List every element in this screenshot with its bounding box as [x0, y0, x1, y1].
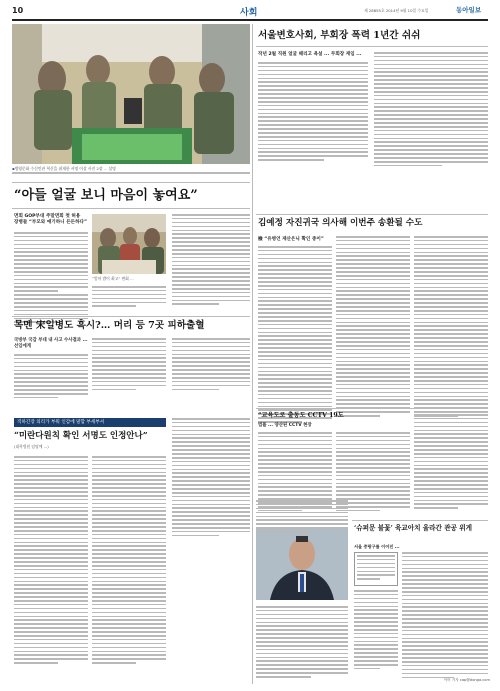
quote-box [354, 552, 398, 586]
right-cctv-sub: 법률 ... 양산된 CCTV 현장 [258, 423, 312, 428]
byline: 이어 기자 cap@donga.com [443, 678, 490, 682]
main-headline: “아들 얼굴 보니 마음이 놓여요” [14, 188, 198, 203]
lower-left-headline-2: “미란다원칙 확인 서명도 인정안나” [14, 431, 148, 441]
right-mid-sub: 檢 “유병언 재산은닉 확인 중이” [258, 237, 324, 242]
middle-photo [92, 214, 166, 274]
top-photo-image [12, 24, 250, 164]
middle-photo-caption: “엄마 밥이 최고” 면회 ... [92, 276, 134, 281]
right-cctv-headline: “교육도로 출동도 CCTV 19도 [258, 412, 344, 419]
top-photo [12, 24, 250, 164]
right-top-headline: 서울변호사회, 부회장 폭력 1년간 쉬쉬 [258, 30, 421, 41]
section-label: 사회 [240, 8, 258, 18]
masthead [12, 4, 488, 20]
lower-left-headline: 목멘 宋일병도 흑시?… 머리 등 7곳 피하출혈 [14, 320, 205, 331]
top-photo-caption: ▪병영문화 수신민관 혁신을 취재한 서명 이상 사진 2장 ... 설명 [12, 166, 116, 171]
page-number: 10 [12, 6, 24, 15]
right-bottom-headline: ‘슈퍼문 불꽃’ 육교아치 울라간 관공 위게 [354, 524, 472, 532]
right-bottom-sub: 서울 중랑구를 이어진 ... [354, 544, 400, 549]
section-badge: 직하긴장 의리가 부워 인감에 말합 부세부셔 [14, 418, 166, 427]
portrait-image [256, 528, 348, 600]
issue-info: 제 28855호 2014년 9월 10일 수요일 [364, 8, 429, 13]
middle-photo-image [92, 214, 166, 274]
lower-left-sub-2: (대학병원 임명예 ...) [14, 444, 49, 449]
brand-logo: 동아일보 [456, 6, 482, 14]
story-column-3 [172, 214, 250, 305]
lower-left-sub: 국방부 국감 부대 내 사고 수사결과 ... 선임에게 [14, 338, 88, 349]
main-sub-2: 장병들 “부모와 얘기하니 든든하다” [14, 220, 87, 225]
story-column-1 [14, 214, 88, 323]
right-top-lead: 작년 2월 직원 얼굴 때리고 욕설 ... 무회장 재임 ... [258, 52, 362, 57]
main-sub-1: 면회 GOP부대 주말면회 첫 허용 [14, 214, 81, 219]
right-mid-headline: 김예정 자진귀국 의사해 이번주 송환될 수도 [258, 218, 423, 228]
masthead-rule [12, 19, 488, 21]
portrait-photo [256, 528, 348, 600]
